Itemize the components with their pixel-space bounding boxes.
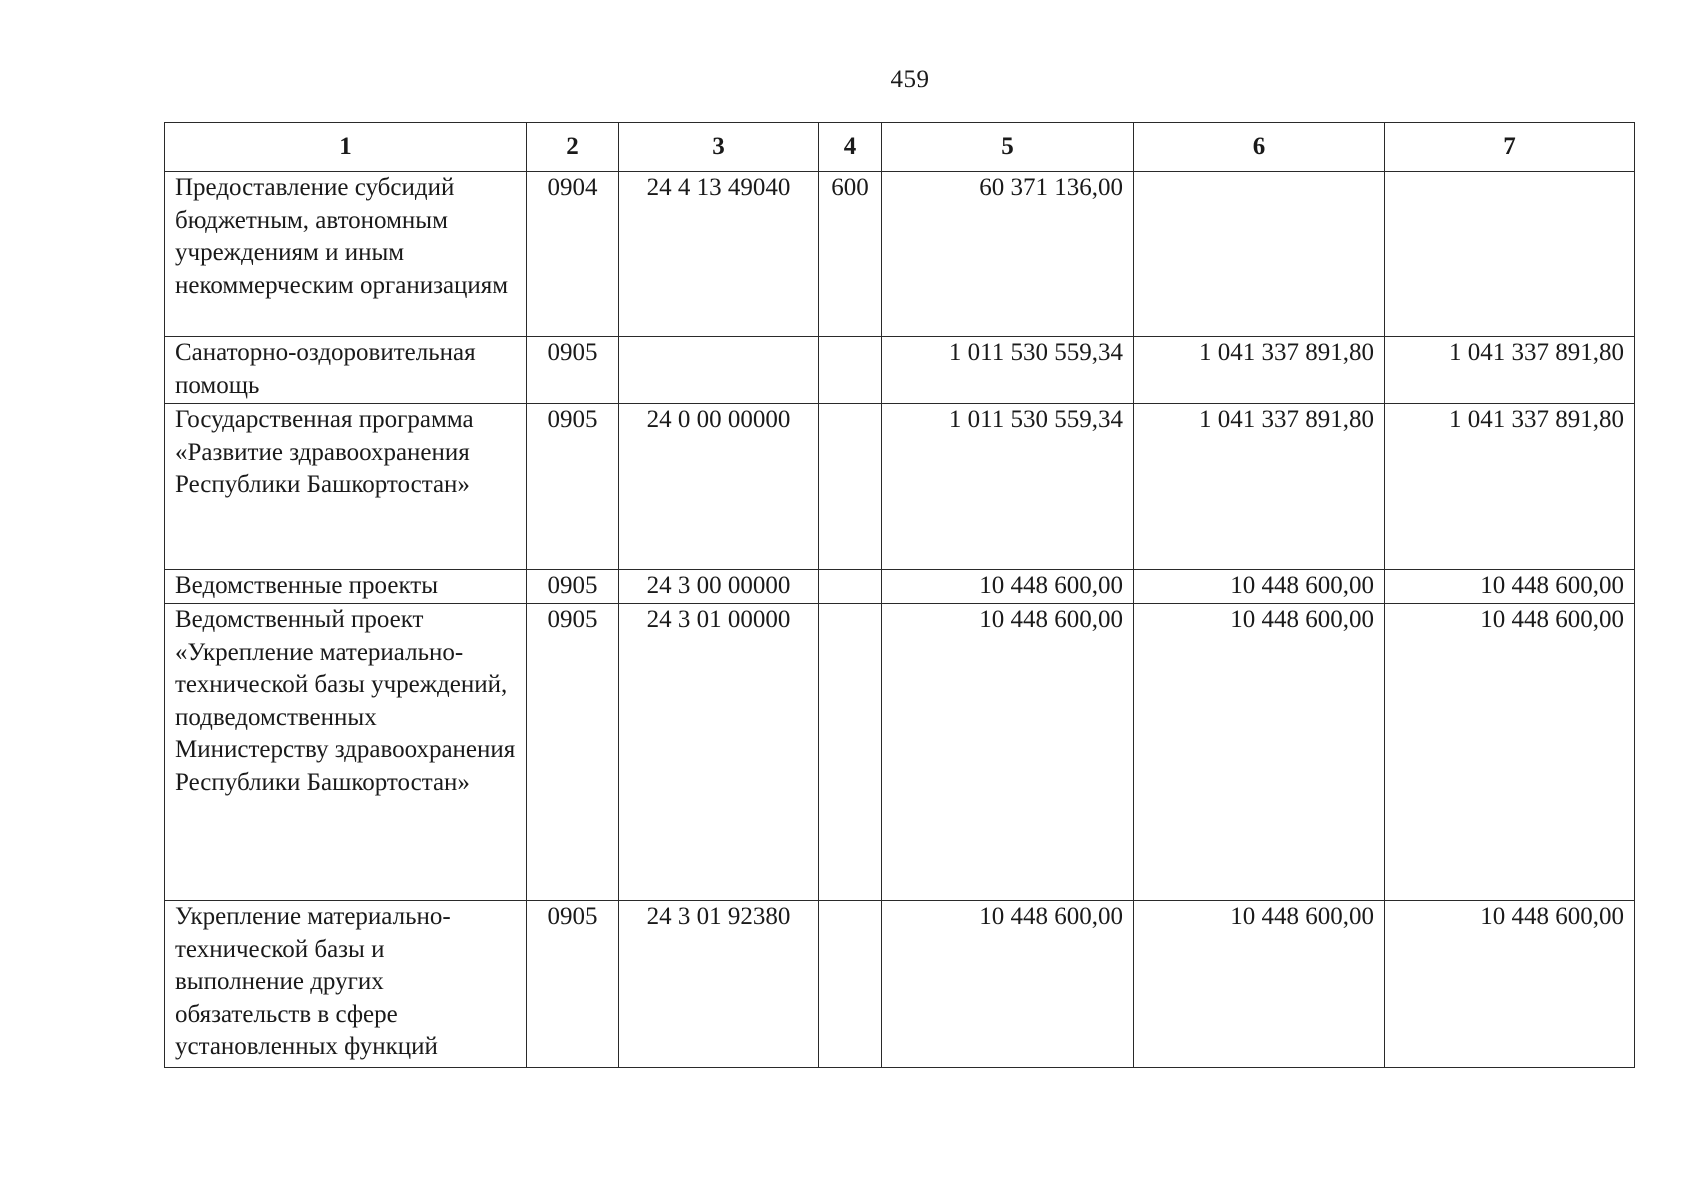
amount-col6: 10 448 600,00 xyxy=(1134,570,1385,604)
amount-col6: 1 041 337 891,80 xyxy=(1134,404,1385,570)
amount-col5: 1 011 530 559,34 xyxy=(882,404,1134,570)
amount-col7 xyxy=(1385,172,1635,337)
column-header: 6 xyxy=(1134,123,1385,172)
page-number: 459 xyxy=(890,66,930,93)
row-name: Ведомственный проект «Укрепление материально-технической базы учреждений, подведомственных Министерству здравоохранения Республики Башкортостан» xyxy=(165,604,527,901)
amount-col7: 10 448 600,00 xyxy=(1385,570,1635,604)
expense-type-code xyxy=(819,901,882,1068)
amount-col5: 10 448 600,00 xyxy=(882,901,1134,1068)
row-name: Санаторно-оздоровительная помощь xyxy=(165,337,527,404)
amount-col7: 1 041 337 891,80 xyxy=(1385,404,1635,570)
section-code: 0905 xyxy=(527,570,619,604)
amount-col5: 10 448 600,00 xyxy=(882,570,1134,604)
row-name: Государственная программа «Развитие здравоохранения Республики Башкортостан» xyxy=(165,404,527,570)
expense-type-code xyxy=(819,337,882,404)
column-header: 3 xyxy=(619,123,819,172)
amount-col7: 1 041 337 891,80 xyxy=(1385,337,1635,404)
amount-col6: 1 041 337 891,80 xyxy=(1134,337,1385,404)
table-row xyxy=(165,404,1635,570)
target-code: 24 3 01 00000 xyxy=(619,604,819,901)
table-row xyxy=(165,604,1635,901)
amount-col5: 1 011 530 559,34 xyxy=(882,337,1134,404)
expense-type-code: 600 xyxy=(819,172,882,337)
section-code: 0905 xyxy=(527,604,619,901)
amount-col5: 10 448 600,00 xyxy=(882,604,1134,901)
column-header: 4 xyxy=(819,123,882,172)
amount-col5: 60 371 136,00 xyxy=(882,172,1134,337)
expense-type-code xyxy=(819,404,882,570)
target-code: 24 3 00 00000 xyxy=(619,570,819,604)
row-name: Укрепление материально-технической базы и выполнение других обязательств в сфере установленных функций xyxy=(165,901,527,1068)
target-code: 24 0 00 00000 xyxy=(619,404,819,570)
table-row xyxy=(165,570,1635,604)
target-code xyxy=(619,337,819,404)
column-header: 1 xyxy=(165,123,527,172)
section-code: 0905 xyxy=(527,404,619,570)
column-header: 2 xyxy=(527,123,619,172)
row-name: Ведомственные проекты xyxy=(165,570,527,604)
column-header: 7 xyxy=(1385,123,1635,172)
section-code: 0904 xyxy=(527,172,619,337)
budget-table xyxy=(164,122,1635,1068)
row-name: Предоставление субсидий бюджетным, автономным учреждениям и иным некоммерческим организациям xyxy=(165,172,527,337)
target-code: 24 4 13 49040 xyxy=(619,172,819,337)
header-row xyxy=(165,123,1635,172)
amount-col6: 10 448 600,00 xyxy=(1134,604,1385,901)
target-code: 24 3 01 92380 xyxy=(619,901,819,1068)
amount-col6: 10 448 600,00 xyxy=(1134,901,1385,1068)
amount-col7: 10 448 600,00 xyxy=(1385,604,1635,901)
expense-type-code xyxy=(819,570,882,604)
table-row xyxy=(165,172,1635,337)
table-row xyxy=(165,901,1635,1068)
section-code: 0905 xyxy=(527,337,619,404)
amount-col7: 10 448 600,00 xyxy=(1385,901,1635,1068)
column-header: 5 xyxy=(882,123,1134,172)
amount-col6 xyxy=(1134,172,1385,337)
table-row xyxy=(165,337,1635,404)
expense-type-code xyxy=(819,604,882,901)
section-code: 0905 xyxy=(527,901,619,1068)
